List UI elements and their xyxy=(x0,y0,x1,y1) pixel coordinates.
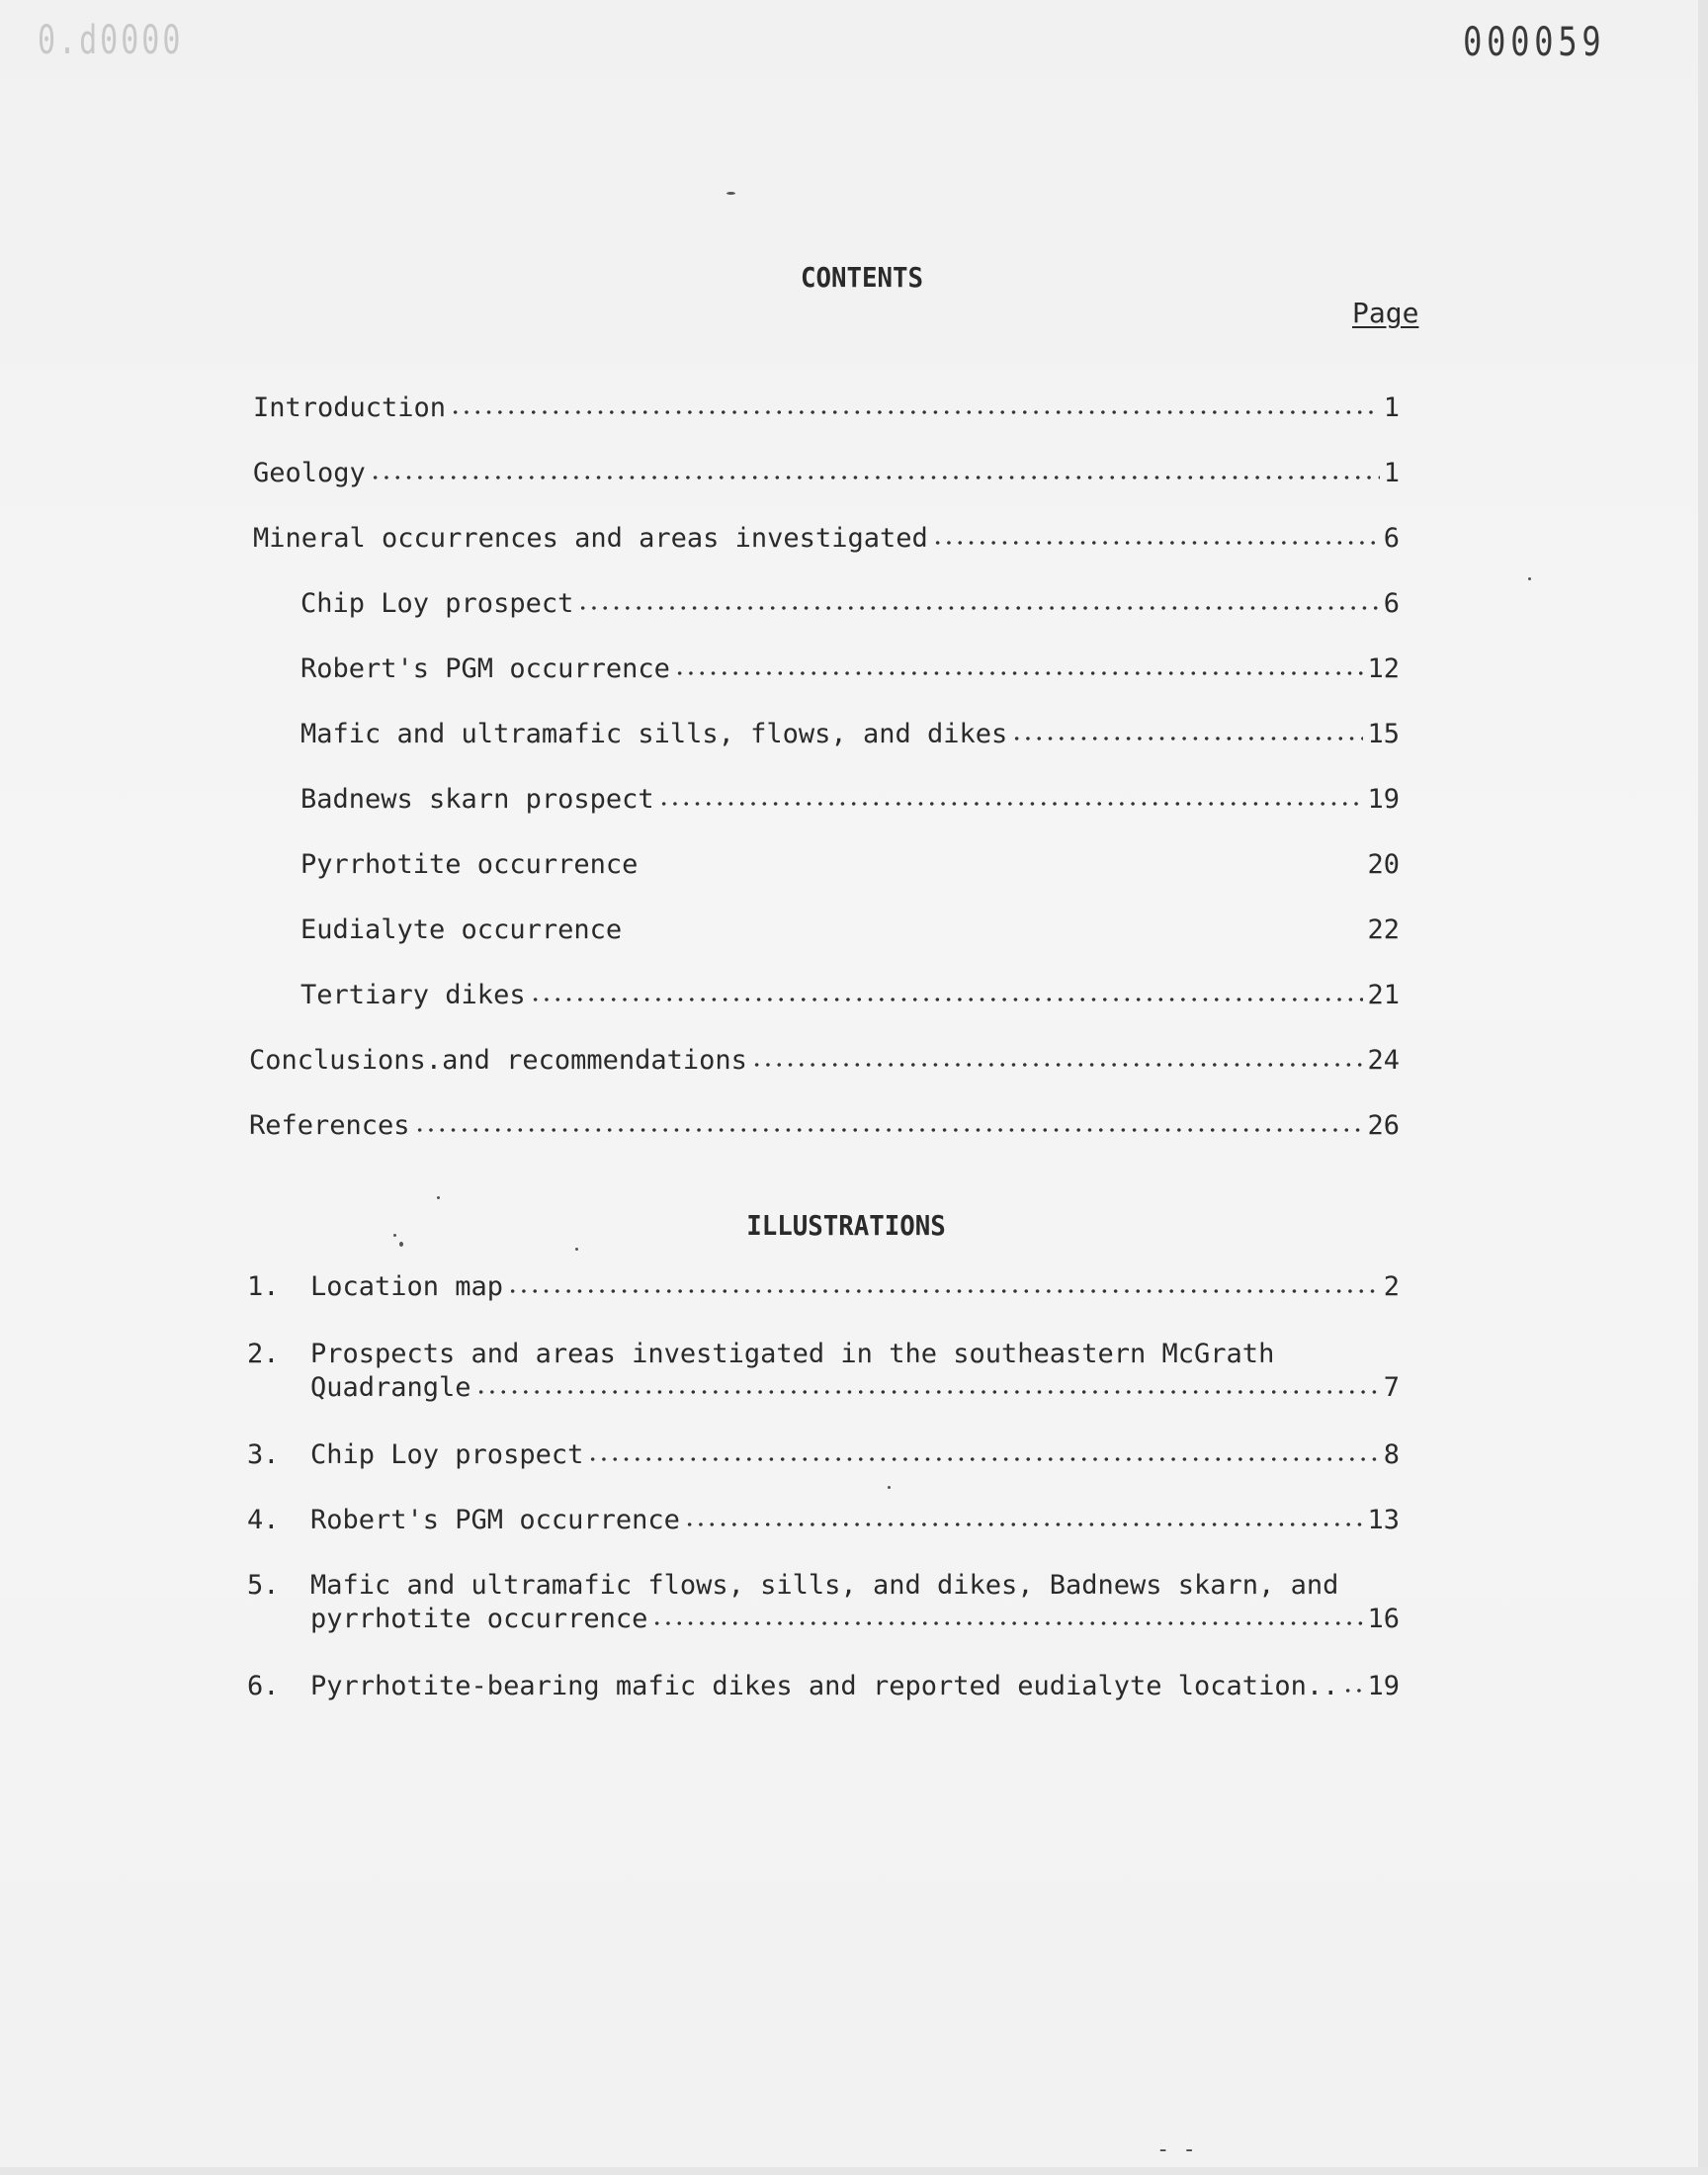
toc-entry-page-number: 7 xyxy=(1383,1372,1400,1403)
toc-entry-page-number: 19 xyxy=(1367,784,1400,815)
toc-entry-label: Eudialyte occurrence xyxy=(300,914,623,945)
toc-entry-label: Badnews skarn prospect xyxy=(300,784,654,815)
scan-edge-bottom xyxy=(0,2167,1708,2175)
page-column-label: Page xyxy=(1352,297,1419,329)
dot-leader xyxy=(751,1062,1363,1068)
dot-leader xyxy=(651,1620,1363,1626)
document-number-stamp: 000059 xyxy=(1462,20,1605,65)
dot-leader xyxy=(370,475,1380,480)
toc-entry-label: Robert's PGM occurrence xyxy=(300,653,670,684)
toc-entry-label: Prospects and areas investigated in the southeastern McGrath xyxy=(310,1339,1275,1369)
toc-entry-label: Mafic and ultramafic sills, flows, and dikes xyxy=(300,719,1008,749)
toc-entry-label: Location map xyxy=(310,1271,504,1302)
illustration-number: 1. xyxy=(247,1271,280,1302)
illustration-number: 5. xyxy=(247,1570,280,1601)
page-footer-mark: - - xyxy=(1156,2137,1196,2162)
toc-entry-label: Introduction xyxy=(253,392,447,423)
scan-speck xyxy=(888,1486,891,1489)
toc-entry-page-number: 8 xyxy=(1383,1439,1400,1470)
dot-leader xyxy=(1342,1688,1363,1694)
toc-entry-continuation: Quadrangle xyxy=(310,1372,471,1403)
dot-leader xyxy=(475,1389,1380,1395)
faint-stamp-number: 0.d0000 xyxy=(38,18,184,63)
toc-entry-label: Pyrrhotite-bearing mafic dikes and reported eudialyte location.. xyxy=(310,1671,1339,1701)
dot-leader xyxy=(587,1456,1380,1462)
dot-leader xyxy=(674,670,1363,676)
toc-entry-page-number: 24 xyxy=(1367,1045,1400,1076)
contents-heading: CONTENTS xyxy=(800,261,924,294)
scan-speck xyxy=(437,1196,440,1199)
dot-leader xyxy=(684,1522,1363,1527)
toc-entry-page-number: 1 xyxy=(1383,392,1400,423)
toc-entry-label: Conclusions.and recommendations xyxy=(249,1045,747,1076)
toc-entry-label: Mafic and ultramafic flows, sills, and dikes, Badnews skarn, and xyxy=(310,1570,1339,1601)
toc-entry-page-number: 20 xyxy=(1367,849,1400,880)
dot-leader xyxy=(577,605,1380,611)
toc-entry-label: Pyrrhotite occurrence xyxy=(300,849,639,880)
toc-entry-label: Geology xyxy=(253,458,366,488)
toc-entry-label: Chip Loy prospect xyxy=(310,1439,584,1470)
scan-edge-right xyxy=(1698,0,1708,2175)
toc-entry-page-number: 22 xyxy=(1367,914,1400,945)
toc-entry-label: References xyxy=(249,1110,410,1141)
toc-entry-label: Robert's PGM occurrence xyxy=(310,1505,680,1535)
toc-entry-page-number: 1 xyxy=(1383,458,1400,488)
scan-speck xyxy=(1528,577,1531,580)
toc-entry-label: Tertiary dikes xyxy=(300,980,526,1010)
toc-entry-page-number: 19 xyxy=(1367,1671,1400,1701)
illustration-number: 6. xyxy=(247,1671,280,1701)
scan-speck xyxy=(399,1242,403,1247)
scan-speck xyxy=(575,1248,578,1251)
dot-leader xyxy=(1011,736,1363,741)
dot-leader xyxy=(932,540,1380,546)
toc-entry-continuation: pyrrhotite occurrence xyxy=(310,1604,648,1634)
toc-entry-page-number: 26 xyxy=(1367,1110,1400,1141)
dot-leader xyxy=(530,997,1363,1002)
illustrations-heading: ILLUSTRATIONS xyxy=(746,1209,946,1242)
toc-entry-label: Chip Loy prospect xyxy=(300,588,574,619)
toc-entry-page-number: 15 xyxy=(1367,719,1400,749)
scan-speck xyxy=(393,1234,396,1237)
toc-entry-page-number: 6 xyxy=(1383,588,1400,619)
toc-entry-page-number: 16 xyxy=(1367,1604,1400,1634)
toc-entry-label: Mineral occurrences and areas investigated xyxy=(253,523,928,554)
illustration-number: 2. xyxy=(247,1339,280,1369)
dot-leader xyxy=(658,801,1363,807)
illustration-number: 3. xyxy=(247,1439,280,1470)
dot-leader xyxy=(414,1127,1363,1133)
scan-speck xyxy=(726,192,735,195)
toc-entry-page-number: 21 xyxy=(1367,980,1400,1010)
toc-entry-page-number: 6 xyxy=(1383,523,1400,554)
toc-entry-page-number: 13 xyxy=(1367,1505,1400,1535)
dot-leader xyxy=(450,409,1380,415)
dot-leader xyxy=(507,1288,1380,1294)
toc-entry-page-number: 12 xyxy=(1367,653,1400,684)
toc-entry-page-number: 2 xyxy=(1383,1271,1400,1302)
illustration-number: 4. xyxy=(247,1505,280,1535)
